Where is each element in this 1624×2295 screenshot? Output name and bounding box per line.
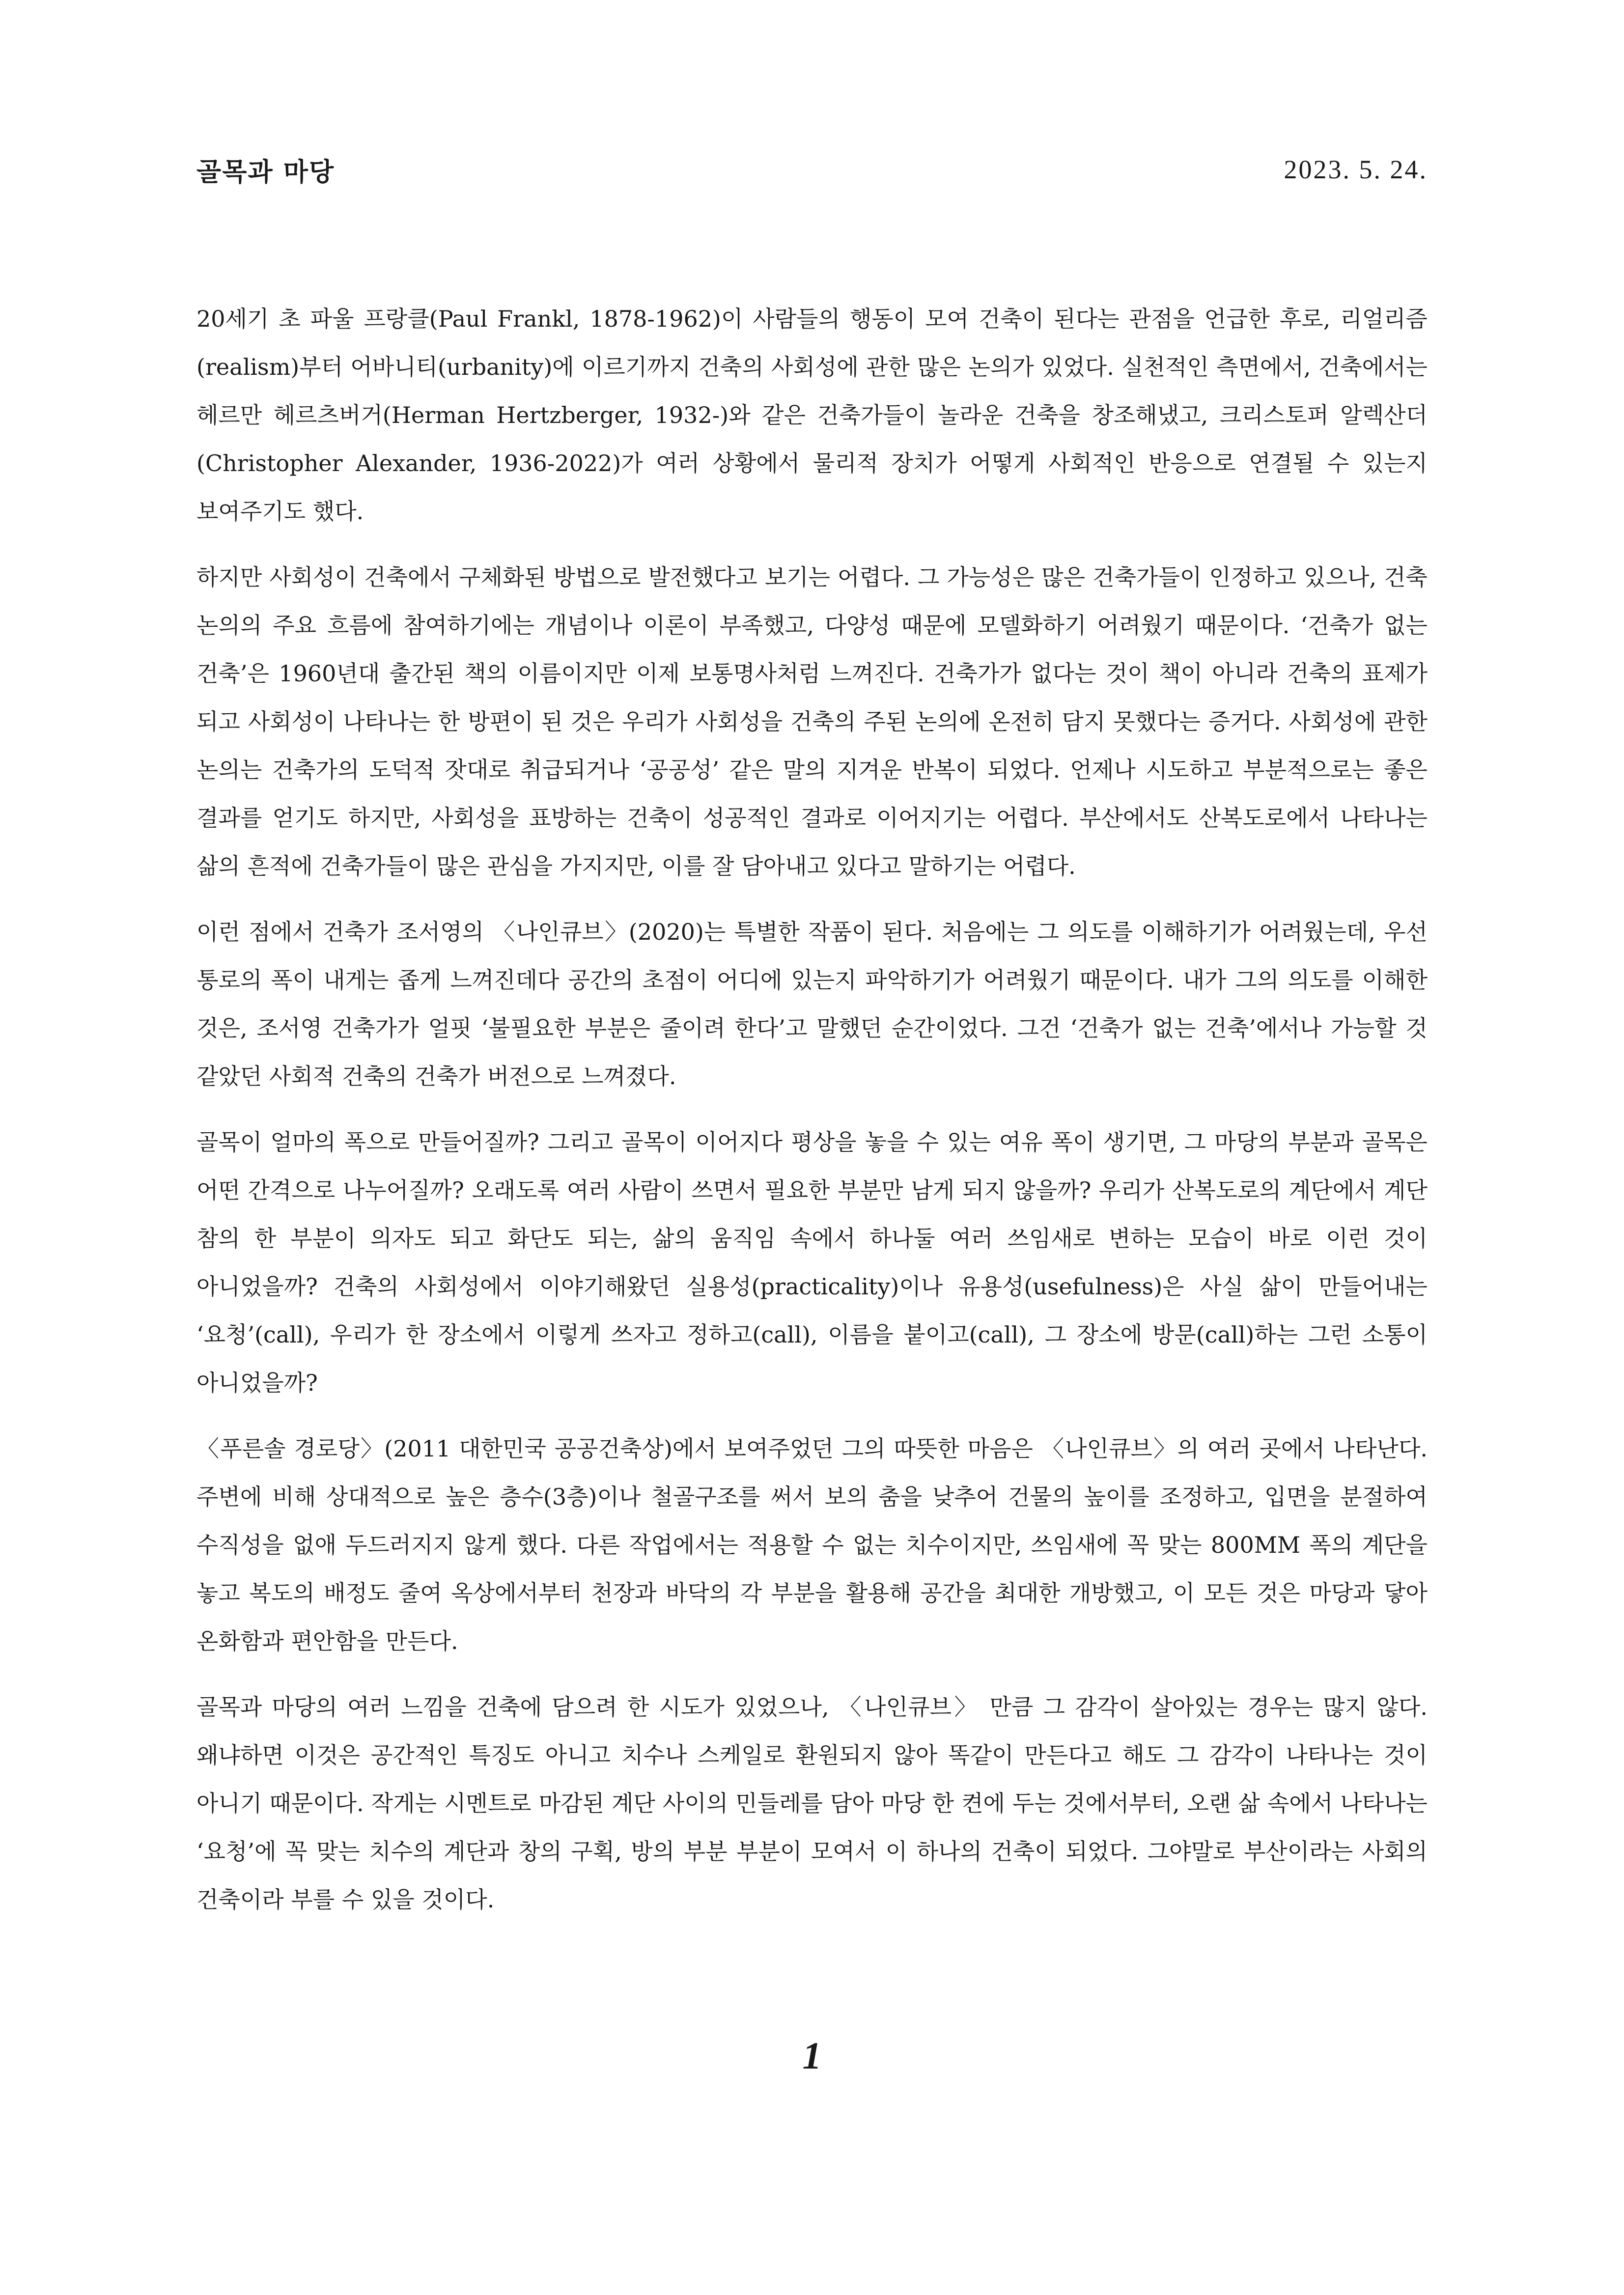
paragraph-5: 〈푸른솔 경로당〉(2011 대한민국 공공건축상)에서 보여주었던 그의 따뜻한 마음은 〈나인큐브〉의 여러 곳에서 나타난다. 주변에 비해 상대적으로 높은 층수(3층)이나 철골구조를 써서 보의 춤을 낮추어 건물의 높이를 조정하고, 입면을 분절하여 수직성을 없애 두드러지지 않게 했다. 다른 작업에서는 적용할 수 없는 치수이지만, 쓰임새에 꼭 맞는 800MM 폭의 계단을 놓고 복도의 배정도 줄여 옥상에서부터 천장과 바닥의 각 부분을 활용해 공간을 최대한 개방했고, 이 모든 것은 마당과 닿아 온화함과 편안함을 만든다. — [196, 1435, 1428, 1654]
paragraph-6: 골목과 마당의 여러 느낌을 건축에 담으려 한 시도가 있었으나, 〈나인큐브〉 만큼 그 감각이 살아있는 경우는 많지 않다. 왜냐하면 이것은 공간적인 특징도 아니고 치수나 스케일로 환원되지 않아 똑같이 만든다고 해도 그 감각이 나타나는 것이 아니기 때문이다. 작게는 시멘트로 마감된 계단 사이의 민들레를 담아 마당 한 켠에 두는 것에서부터, 오랜 삶 속에서 나타나는 ‘요청’에 꼭 맞는 치수의 계단과 창의 구획, 방의 부분 부분이 모여서 이 하나의 건축이 되었다. 그야말로 부산이라는 사회의 건축이라 부를 수 있을 것이다. — [196, 1694, 1428, 1913]
paragraph-1: 20세기 초 파울 프랑클(Paul Frankl, 1878-1962)이 사람들의 행동이 모여 건축이 된다는 관점을 언급한 후로, 리얼리즘(realism)부터 어바니티(urbanity)에 이르기까지 건축의 사회성에 관한 많은 논의가 있었다. 실천적인 측면에서, 건축에서는 헤르만 헤르츠버거(Herman Hertzberger, 1932-)와 같은 건축가들이 놀라운 건축을 창조해냈고, 크리스토퍼 알렉산더(Christopher Alexander, 1936-2022)가 여러 상황에서 물리적 장치가 어떻게 사회적인 반응으로 연결될 수 있는지 보여주기도 했다. — [196, 306, 1428, 525]
document-date: 2023. 5. 24. — [1284, 155, 1428, 184]
document-title: 골목과 마당 — [196, 157, 335, 187]
page-number: 1 — [802, 2034, 822, 2077]
paragraph-4: 골목이 얼마의 폭으로 만들어질까? 그리고 골목이 이어지다 평상을 놓을 수 있는 여유 폭이 생기면, 그 마당의 부분과 골목은 어떤 간격으로 나누어질까? 오래도록 여러 사람이 쓰면서 필요한 부분만 남게 되지 않을까? 우리가 산복도로의 계단에서 계단 참의 한 부분이 의자도 되고 화단도 되는, 삶의 움직임 속에서 하나둘 여러 쓰임새로 변하는 모습이 바로 이런 것이 아니었을까? 건축의 사회성에서 이야기해왔던 실용성(practicality)이나 유용성(usefulness)은 사실 삶이 만들어내는 ‘요청’(call), 우리가 한 장소에서 이렇게 쓰자고 정하고(call), 이름을 붙이고(call), 그 장소에 방문(call)하는 그런 소통이 아니었을까? — [196, 1129, 1428, 1396]
paragraph-2: 하지만 사회성이 건축에서 구체화된 방법으로 발전했다고 보기는 어렵다. 그 가능성은 많은 건축가들이 인정하고 있으나, 건축 논의의 주요 흐름에 참여하기에는 개념이나 이론이 부족했고, 다양성 때문에 모델화하기 어려웠기 때문이다. ‘건축가 없는 건축’은 1960년대 출간된 책의 이름이지만 이제 보통명사처럼 느껴진다. 건축가가 없다는 것이 책이 아니라 건축의 표제가 되고 사회성이 나타나는 한 방편이 된 것은 우리가 사회성을 건축의 주된 논의에 온전히 담지 못했다는 증거다. 사회성에 관한 논의는 건축가의 도덕적 잣대로 취급되거나 ‘공공성’ 같은 말의 지겨운 반복이 되었다. 언제나 시도하고 부분적으로는 좋은 결과를 얻기도 하지만, 사회성을 표방하는 건축이 성공적인 결과로 이어지기는 어렵다. 부산에서도 산복도로에서 나타나는 삶의 흔적에 건축가들이 많은 관심을 가지지만, 이를 잘 담아내고 있다고 말하기는 어렵다. — [196, 564, 1428, 879]
page-header — [196, 147, 1428, 192]
essay-body — [196, 295, 1428, 1941]
paragraph-3: 이런 점에서 건축가 조서영의 〈나인큐브〉(2020)는 특별한 작품이 된다. 처음에는 그 의도를 이해하기가 어려웠는데, 우선 통로의 폭이 내게는 좁게 느껴진데다 공간의 초점이 어디에 있는지 파악하기가 어려웠기 때문이다. 내가 그의 의도를 이해한 것은, 조서영 건축가가 얼핏 ‘불필요한 부분은 줄이려 한다’고 말했던 순간이었다. 그건 ‘건축가 없는 건축’에서나 가능할 것 같았던 사회적 건축의 건축가 버전으로 느껴졌다. — [196, 919, 1428, 1090]
